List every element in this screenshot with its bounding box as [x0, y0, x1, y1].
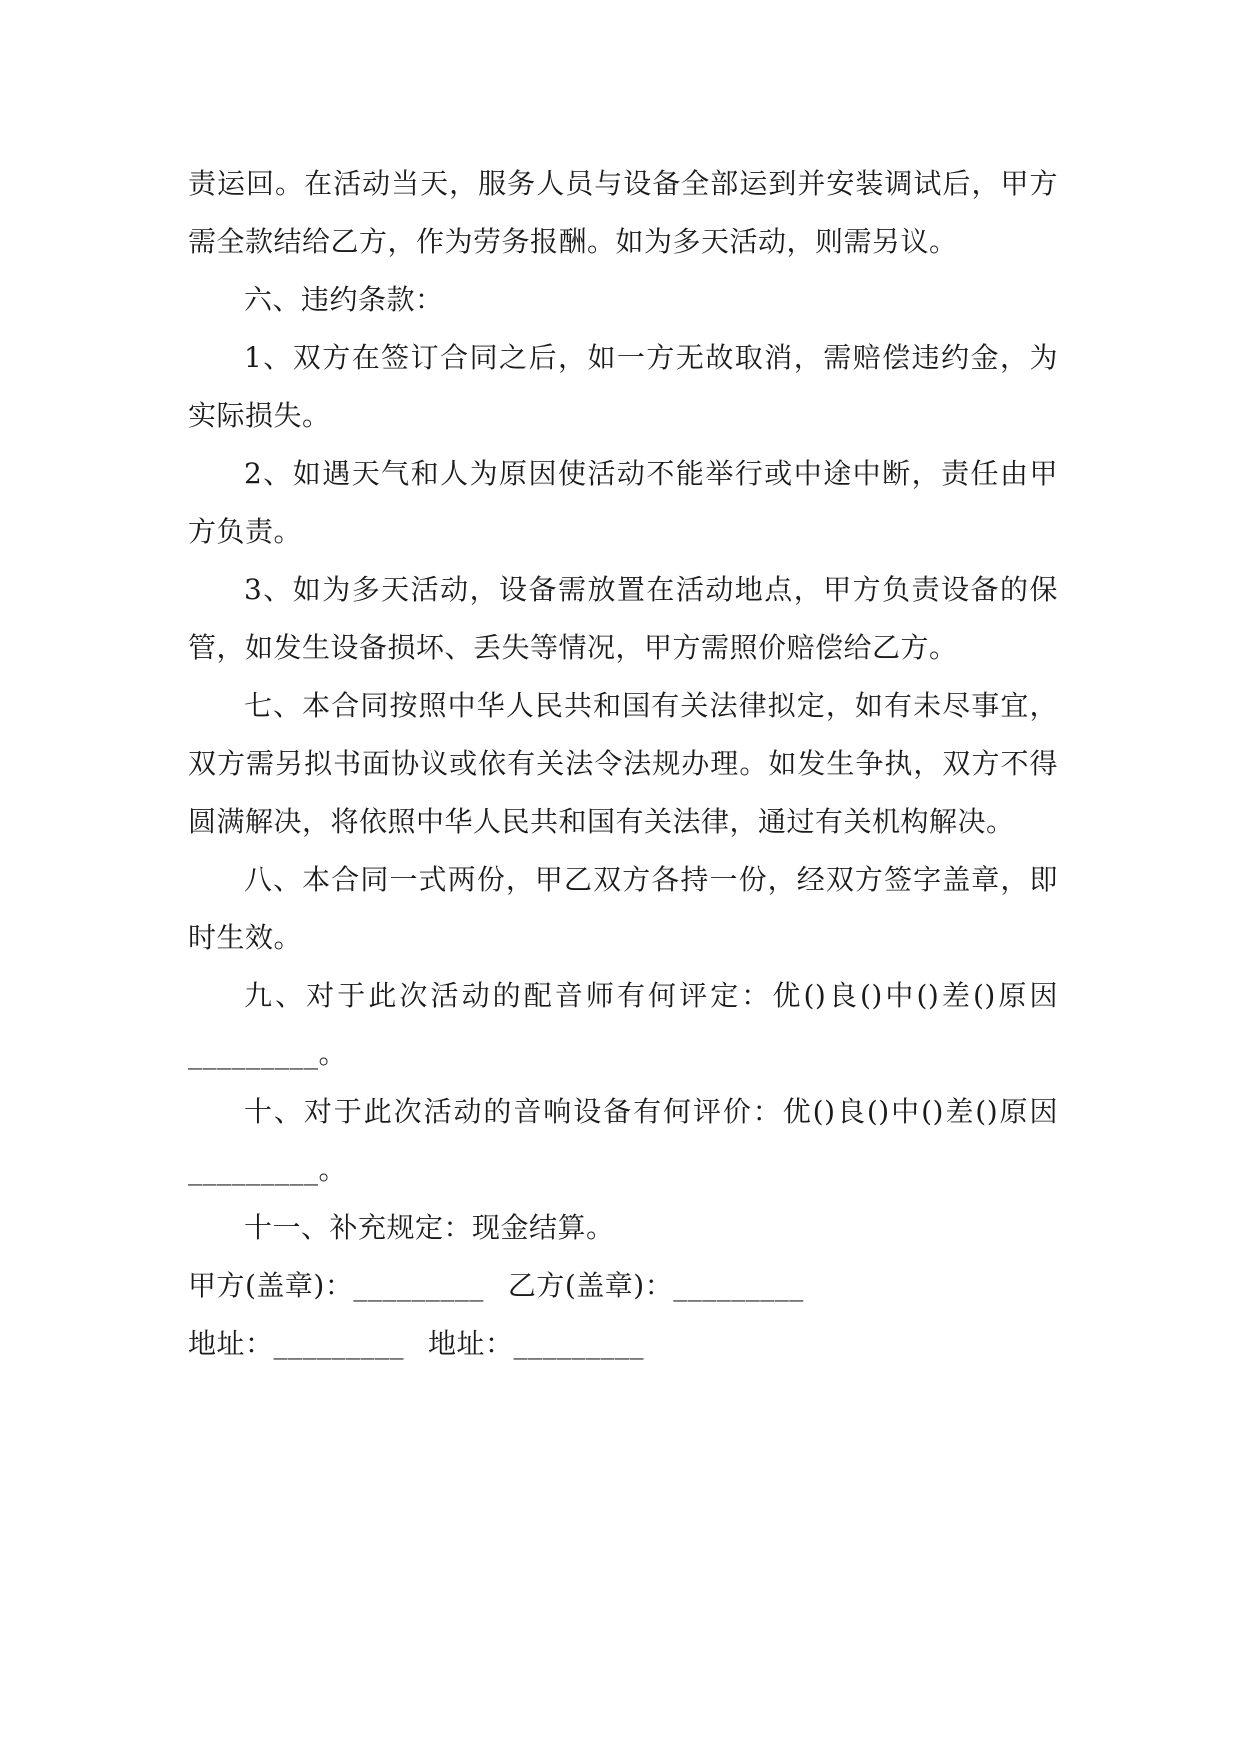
paragraph-continuation: 责运回。在活动当天，服务人员与设备全部运到并安装调试后，甲方需全款结给乙方，作为劳务报酬。如为多天活动，则需另议。	[188, 167, 1058, 258]
signature-line	[188, 1257, 1058, 1315]
section-11-paragraph: 十一、补充规定：现金结算。	[244, 1211, 615, 1244]
party-a-label: 甲方(盖章)：	[188, 1269, 354, 1302]
address-b-blank: _________	[513, 1327, 645, 1360]
section-9-paragraph: 九、对于此次活动的配音师有何评定：优()良()中()差()原因_________。	[188, 979, 1058, 1070]
clause-6-1: 1、双方在签订合同之后，如一方无故取消，需赔偿违约金，为实际损失。	[188, 341, 1058, 432]
document-body	[188, 155, 1058, 1373]
party-b-label: 乙方(盖章)：	[507, 1269, 674, 1302]
section-10-paragraph: 十、对于此次活动的音响设备有何评价：优()良()中()差()原因_________。	[188, 1095, 1058, 1186]
address-a-blank: _________	[273, 1327, 405, 1360]
section-8-paragraph: 八、本合同一式两份，甲乙双方各持一份，经双方签字盖章，即时生效。	[188, 863, 1058, 954]
clause-6-2: 2、如遇天气和人为原因使活动不能举行或中途中断，责任由甲方负责。	[188, 457, 1058, 548]
heading-breach-clauses: 六、违约条款：	[244, 283, 444, 316]
address-a-label: 地址：	[188, 1327, 274, 1360]
address-b-label: 地址：	[428, 1327, 514, 1360]
clause-6-3: 3、如为多天活动，设备需放置在活动地点，甲方负责设备的保管，如发生设备损坏、丢失等情况，甲方需照价赔偿给乙方。	[188, 573, 1058, 664]
party-a-blank: _________	[353, 1269, 484, 1302]
address-line	[188, 1315, 1058, 1373]
party-b-blank: _________	[673, 1269, 804, 1302]
section-7-paragraph: 七、本合同按照中华人民共和国有关法律拟定，如有未尽事宜，双方需另拟书面协议或依有关法令法规办理。如发生争执，双方不得圆满解决，将依照中华人民共和国有关法律，通过有关机构解决。	[188, 689, 1058, 838]
